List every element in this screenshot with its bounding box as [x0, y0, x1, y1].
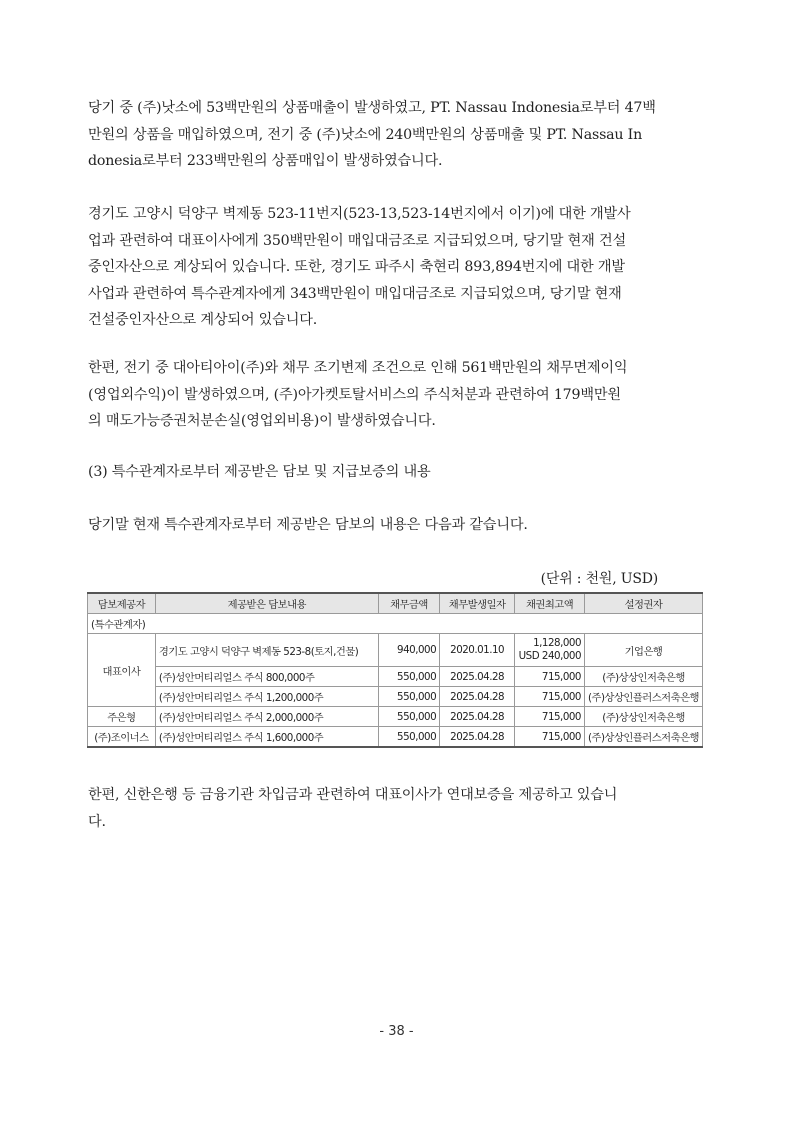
- cell-collateral: (주)성안머티리얼스 주식 1,600,000주: [155, 727, 378, 748]
- cell-max-claim: 715,000: [515, 667, 585, 687]
- max-claim-usd: USD 240,000: [518, 650, 581, 662]
- text-line: 중인자산으로 계상되어 있습니다. 또한, 경기도 파주시 축현리 893,894번지에 대한 개발: [88, 259, 625, 275]
- text-line: 건설중인자산으로 계상되어 있습니다.: [88, 312, 318, 328]
- cell-debt: 550,000: [378, 667, 439, 687]
- text-line: 업과 관련하여 대표이사에게 350백만원이 매입대금조로 지급되었으며, 당기말 현재 건설: [88, 232, 626, 249]
- collateral-intro: [88, 512, 688, 539]
- collateral-table: [87, 592, 703, 748]
- unit-label: (단위 : 천원, USD): [540, 571, 658, 587]
- text-line: 다.: [88, 813, 106, 830]
- table-header-row: [88, 593, 703, 614]
- text-line: 의 매도가능증권처분손실(영업외비용)이 발생하였습니다.: [88, 413, 436, 429]
- paragraph-land-development: [88, 201, 688, 334]
- cell-max-claim: [515, 634, 585, 667]
- page-number: - 38 -: [379, 1024, 414, 1039]
- table-row: [88, 727, 703, 748]
- table-row: [88, 687, 703, 707]
- cell-date: 2025.04.28: [440, 707, 515, 727]
- header-debt-amount: 채무금액: [378, 593, 439, 614]
- cell-max-claim: 715,000: [515, 687, 585, 707]
- cell-provider: 주은형: [88, 707, 156, 727]
- paragraph-guarantee: [88, 782, 688, 835]
- cell-date: 2025.04.28: [440, 727, 515, 748]
- text-line: 한편, 신한은행 등 금융기관 차입금과 관련하여 대표이사가 연대보증을 제공하고 있습니: [88, 787, 618, 803]
- paragraph-debt-forgiveness: [88, 355, 688, 435]
- text-line: 만원의 상품을 매입하였으며, 전기 중 (주)낫소에 240백만원의 상품매출 및 PT. Nassau In: [88, 126, 643, 143]
- cell-collateral: 경기도 고양시 덕양구 벽제동 523-8(토지,건물): [155, 634, 378, 667]
- cell-holder: (주)상상인저축은행: [585, 667, 703, 687]
- text-line: (영업외수익)이 발생하였으며, (주)아가켓토탈서비스의 주식처분과 관련하여 179백만원: [88, 386, 621, 403]
- cell-collateral: (주)성안머티리얼스 주식 800,000주: [155, 667, 378, 687]
- cell-max-claim: 715,000: [515, 727, 585, 748]
- cell-debt: 550,000: [378, 687, 439, 707]
- cell-holder: (주)상상인플러스저축은행: [585, 727, 703, 748]
- section-heading-text: (3) 특수관계자로부터 제공받은 담보 및 지급보증의 내용: [88, 464, 431, 480]
- cell-holder: (주)상상인플러스저축은행: [585, 687, 703, 707]
- group-label: (특수관계자): [88, 614, 703, 634]
- cell-debt: 550,000: [378, 707, 439, 727]
- header-holder: 설정권자: [585, 593, 703, 614]
- cell-debt: 940,000: [378, 634, 439, 667]
- text-line: 사업과 관련하여 특수관계자에게 343백만원이 매입대금조로 지급되었으며, 당기말 현재: [88, 285, 622, 302]
- cell-holder: (주)상상인저축은행: [585, 707, 703, 727]
- text-line: 당기 중 (주)낫소에 53백만원의 상품매출이 발생하였고, PT. Nassau Indonesia로부터 47백: [88, 100, 656, 116]
- cell-date: 2025.04.28: [440, 687, 515, 707]
- table-row: [88, 634, 703, 667]
- cell-debt: 550,000: [378, 727, 439, 748]
- table-row: [88, 667, 703, 687]
- max-claim-krw: 1,128,000: [533, 637, 581, 649]
- text-line: donesia로부터 233백만원의 상품매입이 발생하였습니다.: [88, 153, 443, 169]
- paragraph-related-party-sales: [88, 95, 688, 175]
- header-provider: 담보제공자: [88, 593, 156, 614]
- cell-collateral: (주)성안머티리얼스 주식 2,000,000주: [155, 707, 378, 727]
- header-debt-date: 채무발생일자: [440, 593, 515, 614]
- cell-collateral: (주)성안머티리얼스 주식 1,200,000주: [155, 687, 378, 707]
- collateral-intro-text: 당기말 현재 특수관계자로부터 제공받은 담보의 내용은 다음과 같습니다.: [88, 517, 528, 533]
- table-row: [88, 707, 703, 727]
- cell-provider: (주)조이너스: [88, 727, 156, 748]
- header-max-claim: 채권최고액: [515, 593, 585, 614]
- cell-provider: 대표이사: [88, 634, 156, 707]
- cell-date: 2020.01.10: [440, 634, 515, 667]
- section-heading: [88, 459, 688, 486]
- text-line: 경기도 고양시 덕양구 벽제동 523-11번지(523-13,523-14번지에서 이기)에 대한 개발사: [88, 206, 631, 222]
- cell-holder: 기업은행: [585, 634, 703, 667]
- text-line: 한편, 전기 중 대아티아이(주)와 채무 조기변제 조건으로 인해 561백만원의 채무면제이익: [88, 360, 628, 376]
- header-collateral: 제공받은 담보내용: [155, 593, 378, 614]
- cell-max-claim: 715,000: [515, 707, 585, 727]
- table-group-row: [88, 614, 703, 634]
- cell-date: 2025.04.28: [440, 667, 515, 687]
